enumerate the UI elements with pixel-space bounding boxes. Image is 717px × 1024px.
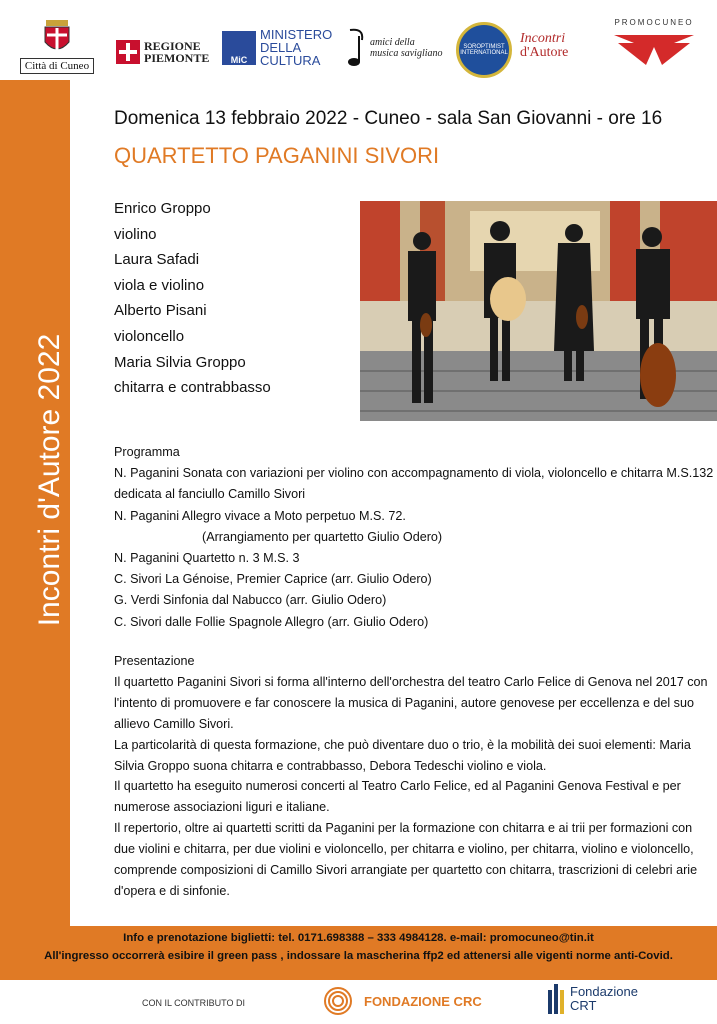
programma-heading: Programma xyxy=(114,445,180,459)
ministero-line3: CULTURA xyxy=(260,53,321,68)
programma-line: dedicata al fanciullo Camillo Sivori xyxy=(114,487,306,502)
incontri-line1: Incontri xyxy=(520,31,566,46)
event-headline: Domenica 13 febbraio 2022 - Cuneo - sala San Giovanni - ore 16 xyxy=(114,108,663,129)
crt-line1: Fondazione xyxy=(570,984,638,999)
regione-piemonte-logo xyxy=(116,40,209,64)
musician-name: Enrico Groppo xyxy=(114,200,211,217)
piemonte-line2: PIEMONTE xyxy=(144,51,210,65)
piemonte-line1: REGIONE xyxy=(144,39,201,53)
crc-label: FONDAZIONE CRC xyxy=(364,993,482,1009)
programma-line: C. Sivori dalle Follie Spagnole Allegro (arr. Giulio Odero) xyxy=(114,614,429,629)
ministero-line2: DELLA xyxy=(260,40,302,55)
crt-bars-icon xyxy=(548,984,564,1014)
soroptimist-logo xyxy=(456,22,512,78)
promocuneo-label: PROMOCUNEO xyxy=(614,18,694,27)
piemonte-flag-icon xyxy=(116,40,140,64)
covid-notice: All'ingresso occorrerà esibire il green pass , indossare la mascherina ffp2 ed attenersi alle vigenti norme anti-Covid. xyxy=(44,950,673,962)
presentazione-paragraph: Il repertorio, oltre ai quartetti scritti da Paganini per la formazione con chitarra e ai trii per formazioni con due violini e chitarra, per due violini e violoncello, per chitarra e violino, per chitarra, violino e violoncello, comprende composizioni di Camillo Sivori arrangiate per quartetto con chitarra, trascrizioni di celebri arie d'opera e di sinfonie. xyxy=(114,821,698,898)
ticket-info: Info e prenotazione biglietti: tel. 0171.698388 – 333 4984128. e-mail: promocuneo@tin.it xyxy=(123,932,594,944)
citta-di-cuneo-logo xyxy=(16,12,98,74)
fondazione-crc-logo xyxy=(318,986,482,1016)
musicians-list xyxy=(114,196,271,401)
musician-instrument: chitarra e contrabbasso xyxy=(114,379,271,397)
sponsor-logos-header xyxy=(0,10,717,80)
programma-line: N. Paganini Quartetto n. 3 M.S. 3 xyxy=(114,551,300,566)
amici-line1: amici della xyxy=(370,37,415,48)
music-note-icon xyxy=(346,26,368,70)
programma-line: N. Paganini Allegro vivace a Moto perpetuo M.S. 72. xyxy=(114,508,406,523)
musician-instrument: viola e violino xyxy=(114,276,205,294)
promocuneo-wing-icon xyxy=(612,27,696,67)
event-subtitle: QUARTETTO PAGANINI SIVORI xyxy=(114,143,440,168)
promocuneo-logo xyxy=(612,18,696,67)
cuneo-crest-icon xyxy=(42,20,72,56)
ministero-cultura-logo xyxy=(222,28,332,67)
musician-instrument: violino xyxy=(114,225,157,243)
amici-musica-logo xyxy=(346,26,443,70)
musician-instrument: violoncello xyxy=(114,327,185,345)
contributo-label: CON IL CONTRIBUTO DI xyxy=(142,998,246,1008)
programma-section xyxy=(114,442,714,633)
presentazione-paragraph: Il quartetto Paganini Sivori si forma all'interno dell'orchestra del teatro Carlo Felice di Genova nel 2017 con l'intento di promuovere e far conoscere la musica di Paganini, autore genovese per eccellenza e del suo allievo Camillo Sivori. xyxy=(114,674,708,731)
presentazione-heading: Presentazione xyxy=(114,654,195,668)
musician-name: Alberto Pisani xyxy=(114,302,207,320)
amici-line2: musica savigliano xyxy=(370,48,443,59)
musician-name: Maria Silvia Groppo xyxy=(114,353,246,371)
crc-rings-icon xyxy=(318,986,358,1016)
fondazione-crt-logo xyxy=(548,984,638,1014)
presentazione-paragraph: La particolarità di questa formazione, che può diventare duo o trio, è la mobilità dei suoi elementi: Maria Silvia Groppo suona chitarra e contrabbasso, Debora Tedeschi violino e viola. xyxy=(114,737,691,773)
incontri-line2: d'Autore xyxy=(520,45,569,60)
mic-badge: MiC xyxy=(222,31,256,65)
programma-line: G. Verdi Sinfonia dal Nabucco (arr. Giulio Odero) xyxy=(114,593,387,608)
programma-line: N. Paganini Sonata con variazioni per violino con accompagnamento di viola, violoncello e chitarra M.S.132 xyxy=(114,466,714,481)
quartet-photo-image xyxy=(360,201,717,421)
incontri-autore-logo xyxy=(520,32,568,60)
presentazione-section xyxy=(114,651,710,902)
programma-line: (Arrangiamento per quartetto Giulio Odero) xyxy=(202,529,443,544)
citta-di-cuneo-label: Città di Cuneo xyxy=(20,58,94,74)
presentazione-paragraph: Il quartetto ha eseguito numerosi concerti al Teatro Carlo Felice, ed al Paganini Genova Festival e per numerose associazioni liguri e italiane. xyxy=(114,779,681,815)
crt-line2: CRT xyxy=(570,998,597,1013)
soroptimist-label: SOROPTIMIST INTERNATIONAL xyxy=(460,44,508,56)
musician-name: Laura Safadi xyxy=(114,251,200,269)
programma-line: C. Sivori La Génoise, Premier Caprice (arr. Giulio Odero) xyxy=(114,572,432,587)
side-title: Incontri d'Autore 2022 xyxy=(33,333,66,627)
ministero-line1: MINISTERO xyxy=(260,27,333,42)
quartet-photo xyxy=(360,201,717,421)
